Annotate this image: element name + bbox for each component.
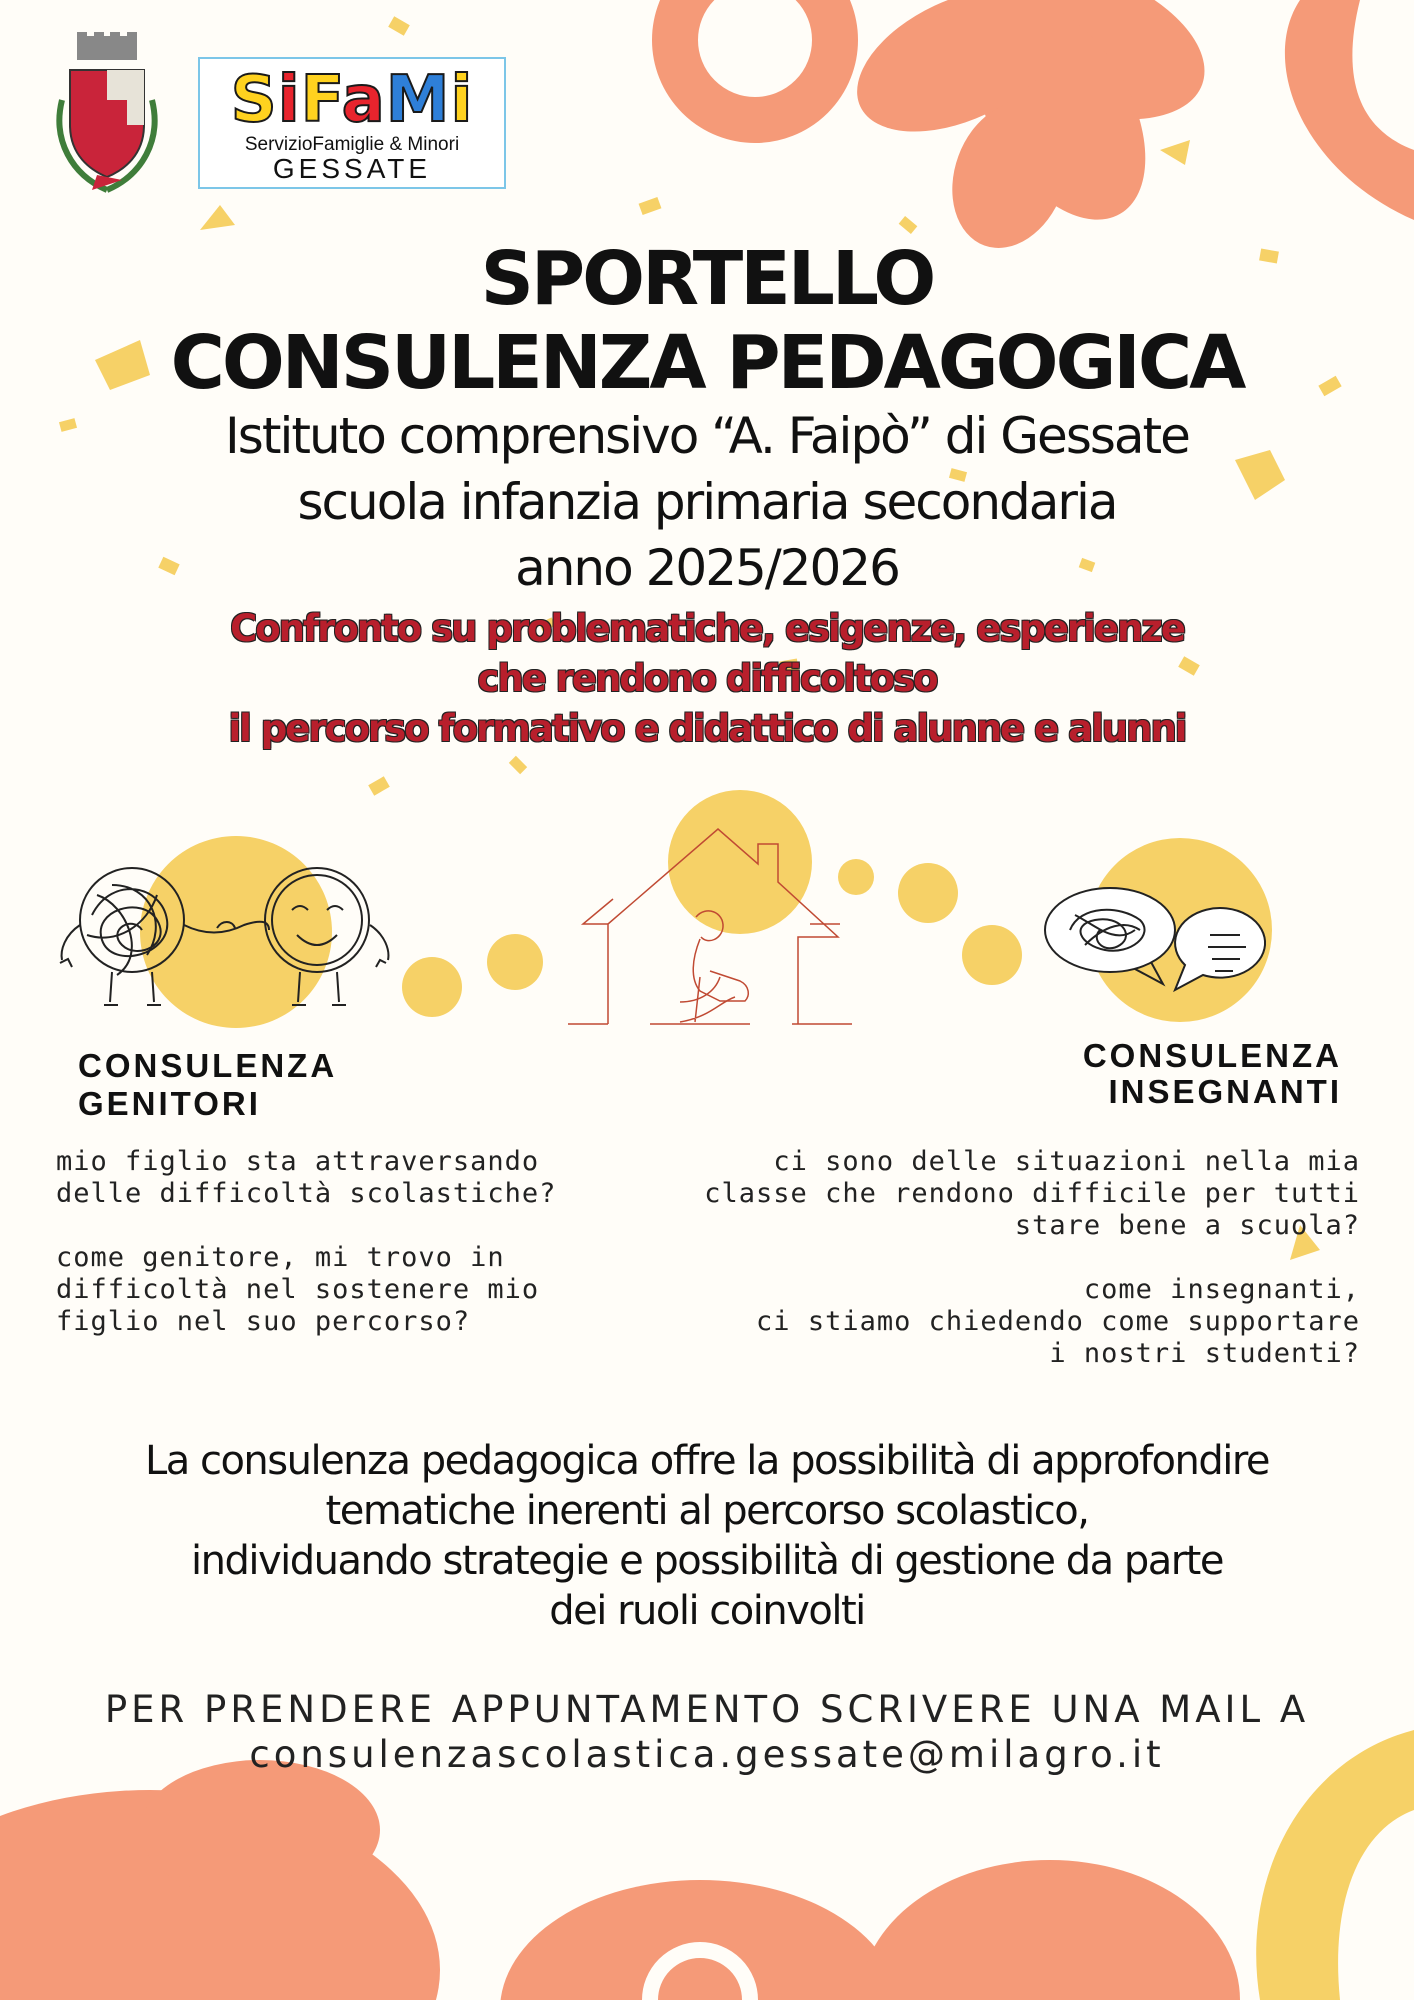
- description-line2: tematiche inerenti al percorso scolastico,: [325, 1488, 1089, 1534]
- description-line1: La consulenza pedagogica offre la possibilità di approfondire: [144, 1438, 1270, 1484]
- yellow-dot: [487, 934, 543, 990]
- school-levels: scuola infanzia primaria secondaria: [297, 473, 1117, 531]
- sifami-logo: [198, 57, 506, 189]
- yellow-dot: [898, 863, 958, 923]
- genitori-heading-line1: CONSULENZA: [78, 1047, 338, 1084]
- house-with-sitting-child-icon: [560, 822, 870, 1032]
- insegnanti-question-2: come insegnanti, ci stiamo chiedendo come supportare i nostri studenti?: [756, 1274, 1360, 1369]
- highlight-line2: che rendono difficoltoso: [477, 657, 937, 700]
- tangled-and-smiling-circles-icon: [52, 855, 397, 1015]
- genitori-question-2: come genitore, mi trovo in difficoltà nel sostenere mio figlio nel suo percorso?: [56, 1242, 540, 1337]
- bottom-orange-decoration: [0, 1760, 1240, 2000]
- school-year: anno 2025/2026: [515, 539, 899, 597]
- sifami-town: GESSATE: [272, 153, 432, 184]
- insegnanti-question-1: ci sono delle situazioni nella mia classe che rendono difficile per tutti stare bene a scuola?: [704, 1146, 1360, 1241]
- sifami-subtitle: ServizioFamiglie & Minori: [244, 134, 460, 155]
- orange-ring-decoration: [675, 0, 835, 120]
- school-name: Istituto comprensivo “A. Faipò” di Gessate: [225, 407, 1189, 465]
- genitori-heading-line2: GENITORI: [78, 1085, 261, 1122]
- gessate-coat-of-arms-icon: [42, 30, 172, 205]
- insegnanti-heading-line1: CONSULENZA: [1082, 1037, 1342, 1074]
- page-title-line1: SPORTELLO: [480, 236, 934, 322]
- highlight-line3: il percorso formativo e didattico di alunne e alunni: [228, 707, 1186, 750]
- orange-flower-decoration: [835, 0, 1226, 264]
- orange-arc-decoration: [1285, 0, 1414, 220]
- contact-instruction: PER PRENDERE APPUNTAMENTO SCRIVERE UNA MAIL A: [104, 1688, 1310, 1731]
- contact-email-link[interactable]: consulenzascolastica.gessate@milagro.it: [249, 1733, 1165, 1776]
- description-line4: dei ruoli coinvolti: [549, 1588, 865, 1634]
- yellow-dot: [402, 957, 462, 1017]
- description-line3: individuando strategie e possibilità di gestione da parte: [191, 1538, 1223, 1584]
- sifami-brand: SiFaMi: [230, 63, 474, 137]
- page-title-line2: CONSULENZA PEDAGOGICA: [170, 320, 1244, 406]
- highlight-line1: Confronto su problematiche, esigenze, esperienze: [230, 607, 1184, 650]
- yellow-dot: [962, 925, 1022, 985]
- insegnanti-heading-line2: INSEGNANTI: [1108, 1073, 1342, 1110]
- genitori-question-1: mio figlio sta attraversando delle difficoltà scolastiche?: [56, 1146, 557, 1209]
- speech-bubbles-icon: [1040, 885, 1305, 1015]
